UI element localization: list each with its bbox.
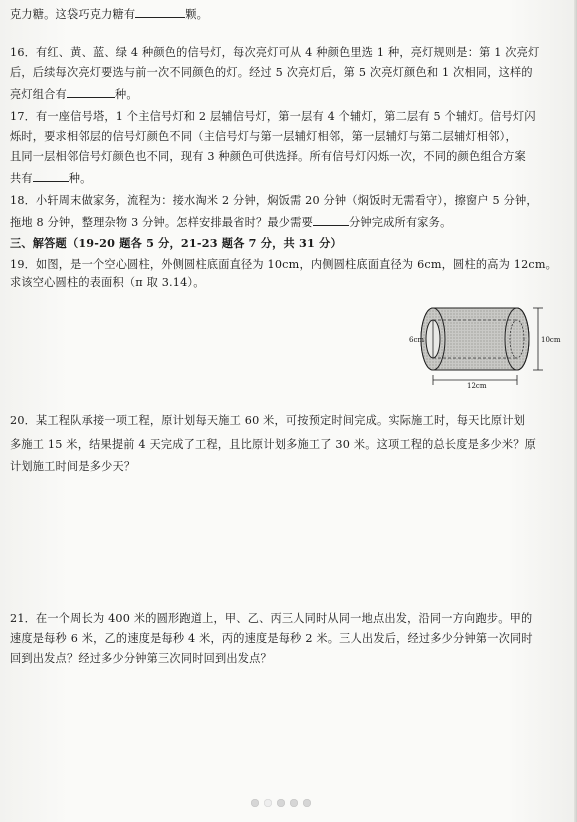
q16-line-2: 后，后续每次亮灯要选与前一次不同颜色的灯。经过 5 次亮灯后，第 5 次亮灯颜色和 1 次相同，这样的 xyxy=(10,66,533,79)
answer-blank xyxy=(135,6,185,18)
q17-end: 种。 xyxy=(68,172,92,185)
q20-line-3: 计划施工时间是多少天？ xyxy=(10,460,136,473)
q21-line-1: 21．在一个周长为 400 米的圆形跑道上，甲、乙、丙三人同时从同一地点出发，沿同一方向跑步。甲的 xyxy=(10,612,533,625)
hollow-cylinder-figure xyxy=(405,298,561,390)
q19-line-2: 求该空心圆柱的表面积（π 取 3.14）。 xyxy=(10,276,205,289)
q18-end: 分钟完成所有家务。 xyxy=(348,216,452,229)
q17-line-3: 且同一层相邻信号灯颜色也不同，现有 3 种颜色可供选择。所有信号灯闪烁一次，不同的颜色组合方案 xyxy=(10,150,526,163)
q18-text: 拖地 8 分钟，整理杂物 3 分钟。怎样安排最省时？最少需要 xyxy=(10,216,313,229)
inner-diameter-label: 6cm xyxy=(409,336,425,344)
outer-diameter-label: 10cm xyxy=(541,336,561,344)
page-dot[interactable] xyxy=(303,799,311,807)
top-line xyxy=(10,6,555,22)
q17-text: 共有 xyxy=(10,172,33,185)
q16-text: 亮灯组合有 xyxy=(10,88,67,101)
q21-line-2: 速度是每秒 6 米，乙的速度是每秒 4 米，丙的速度是每秒 2 米。三人出发后，经过多少分钟第一次同时 xyxy=(10,632,533,645)
height-label: 12cm xyxy=(467,382,487,390)
q17-line-2: 烁时，要求相邻层的信号灯颜色不同（主信号灯与第一层辅灯相邻，第一层辅灯与第二层辅灯相邻）， xyxy=(10,130,517,143)
page-dot[interactable] xyxy=(290,799,298,807)
q16-line-3 xyxy=(10,86,555,102)
q17-line-4 xyxy=(10,170,555,186)
page-dot-active[interactable] xyxy=(264,799,272,807)
section-title: 三、解答题（19-20 题各 5 分，21-23 题各 7 分，共 31 分） xyxy=(10,236,342,250)
q17-line-1: 17．有一座信号塔，1 个主信号灯和 2 层辅信号灯，第一层有 4 个辅灯，第二层有 5 个辅灯。信号灯闪 xyxy=(10,110,536,123)
answer-blank xyxy=(33,170,69,182)
top-line-text: 克力糖。这袋巧克力糖有 xyxy=(10,8,136,21)
q16-end: 种。 xyxy=(114,88,138,101)
answer-blank xyxy=(313,214,349,226)
q18-line-1: 18．小轩周末做家务，流程为：接水淘米 2 分钟，焖饭需 20 分钟（焖饭时无需看守），擦窗户 5 分钟， xyxy=(10,194,538,207)
top-line-end: 颗。 xyxy=(185,8,209,21)
q19-line-1: 19．如图，是一个空心圆柱，外侧圆柱底面直径为 10cm，内侧圆柱底面直径为 6cm，圆柱的高为 12cm。 xyxy=(10,258,558,271)
q21-line-3: 回到出发点？经过多少分钟第三次同时回到出发点？ xyxy=(10,652,272,665)
q18-line-2 xyxy=(10,214,555,230)
page-dot[interactable] xyxy=(277,799,285,807)
q20-line-2: 多施工 15 米，结果提前 4 天完成了工程，且比原计划多施工了 30 米。这项工程的总长度是多少米？原 xyxy=(10,438,537,451)
q16-line-1: 16．有红、黄、蓝、绿 4 种颜色的信号灯，每次亮灯可从 4 种颜色里选 1 种，亮灯规则是：第 1 次亮灯 xyxy=(10,46,540,59)
q20-line-1: 20．某工程队承接一项工程，原计划每天施工 60 米，可按预定时间完成。实际施工时，每天比原计划 xyxy=(10,414,526,427)
cylinder-diagram xyxy=(405,298,561,390)
page-indicator[interactable] xyxy=(251,799,311,807)
answer-blank xyxy=(67,86,115,98)
page-dot[interactable] xyxy=(251,799,259,807)
